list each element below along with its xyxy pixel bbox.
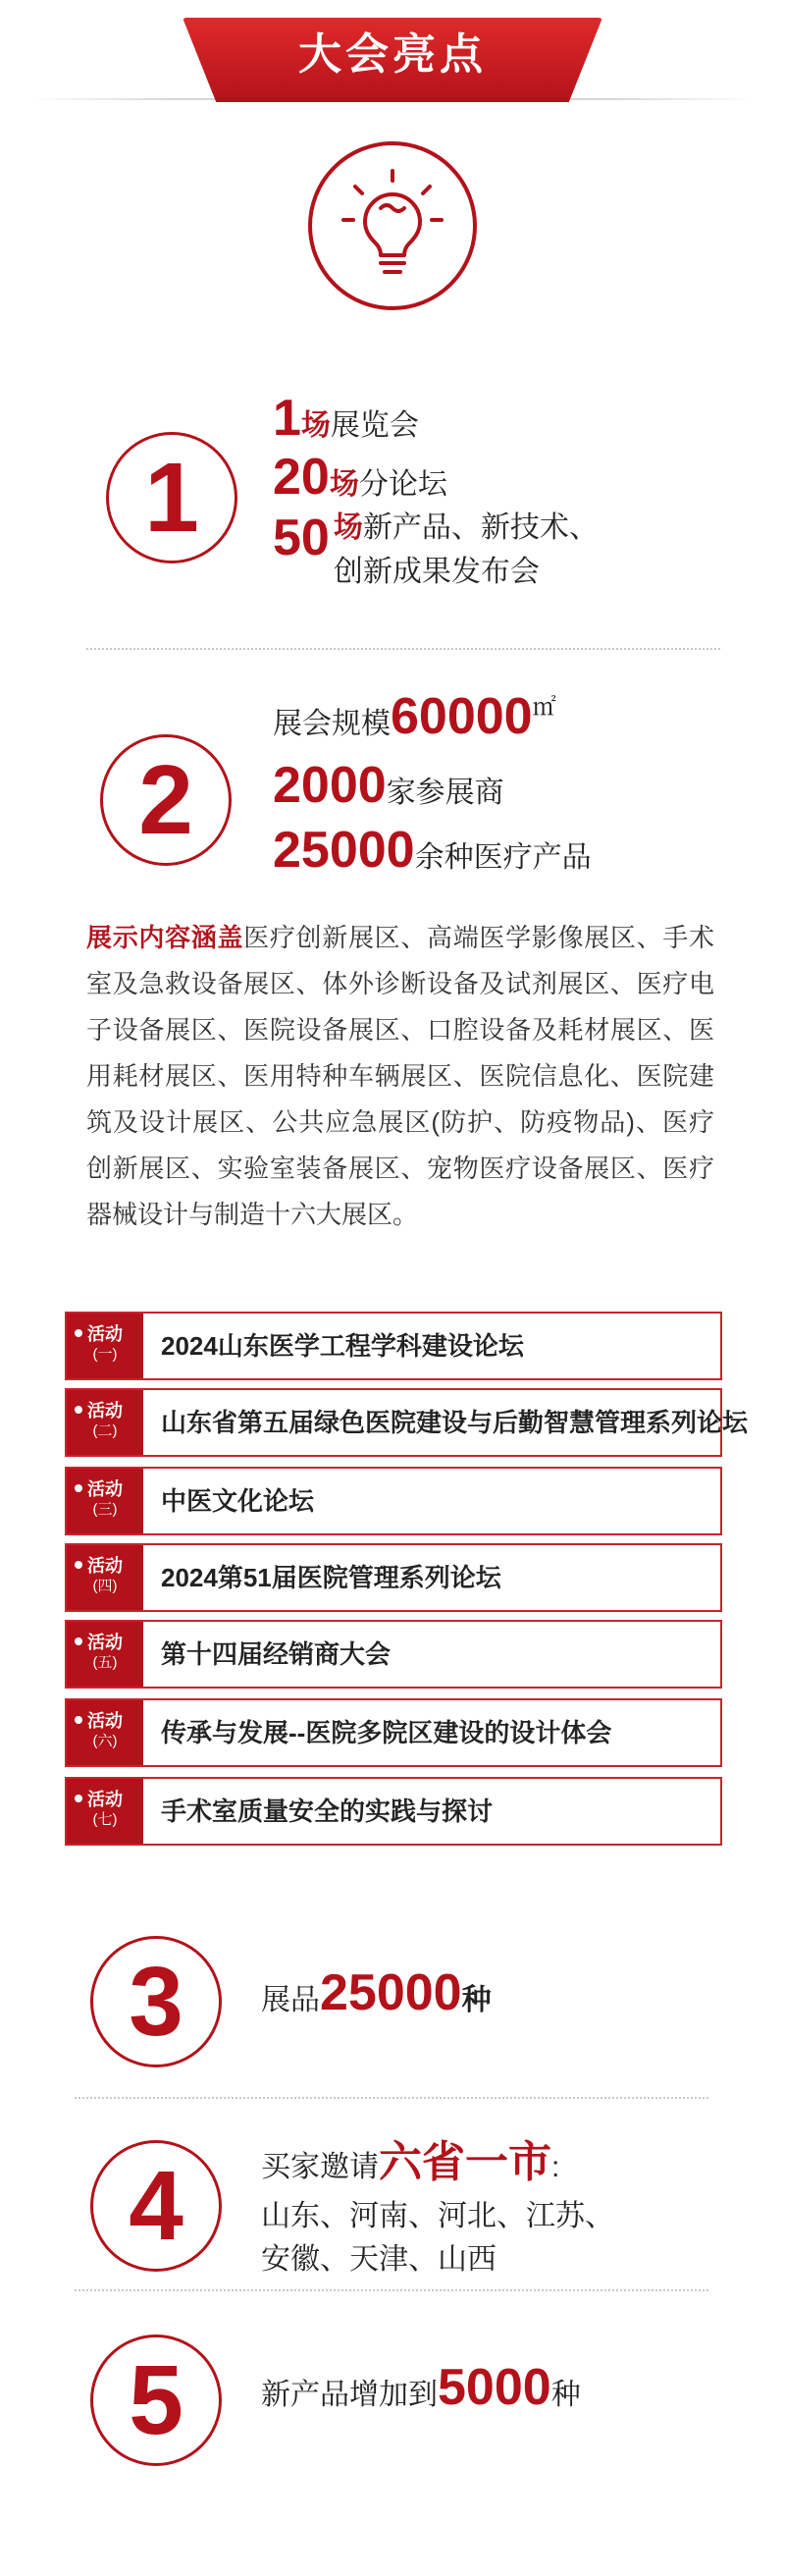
- exhibition-areas-paragraph: [86, 915, 714, 1238]
- section-4-number: 4: [90, 2140, 222, 2272]
- activity-row: [65, 1698, 722, 1767]
- bullet-icon: [75, 1795, 82, 1802]
- activity-index: (六): [92, 1733, 118, 1749]
- scale-label: 展会规模: [273, 708, 391, 740]
- section-1-number: 1: [106, 432, 237, 564]
- section-2-line-3: [273, 821, 592, 880]
- area-unit: ㎡: [532, 694, 556, 721]
- activity-tag: [67, 1390, 143, 1455]
- section-3-line: [261, 1963, 492, 2022]
- exhibition-count: 1: [273, 390, 301, 447]
- lightbulb-icon: [304, 137, 481, 314]
- buyer-label: 买家邀请: [261, 2151, 379, 2183]
- activity-title: 手术室质量安全的实践与探讨: [161, 1797, 494, 1826]
- activity-tag-label: 活动: [87, 1556, 123, 1576]
- activity-tag-label: 活动: [87, 1324, 123, 1344]
- activity-row: [65, 1543, 722, 1612]
- bullet-icon: [75, 1484, 82, 1492]
- colon: :: [551, 2151, 560, 2183]
- launch-label-group: [334, 509, 599, 597]
- activity-tag: [67, 1779, 143, 1844]
- bullet-icon: [75, 1561, 82, 1569]
- exhibits-count: 25000: [320, 1964, 462, 2021]
- activity-tag-label: 活动: [87, 1479, 123, 1499]
- activity-row: [65, 1467, 722, 1535]
- activity-index: (三): [92, 1501, 118, 1518]
- paragraph-lead: 展示内容涵盖: [86, 923, 244, 952]
- activity-title: 山东省第五届绿色医院建设与后勤智慧管理系列论坛: [161, 1408, 749, 1437]
- unit-label: 种: [550, 2379, 581, 2411]
- new-products-count: 5000: [438, 2359, 551, 2416]
- section-4-line-2: 山东、河南、河北、江苏、: [261, 2200, 614, 2232]
- exhibitor-count: 2000: [273, 757, 387, 814]
- bullet-icon: [75, 1406, 82, 1414]
- region-highlight: 六省一市: [379, 2138, 551, 2186]
- section-1-line-2: [273, 448, 447, 507]
- activity-index: (七): [92, 1811, 118, 1828]
- activity-row: [65, 1777, 722, 1846]
- section-4-line-1: [261, 2126, 559, 2189]
- section-4-line-3: 安徽、天津、山西: [261, 2243, 497, 2276]
- activity-title: 2024山东医学工程学科建设论坛: [161, 1331, 524, 1361]
- forum-label: 分论坛: [358, 468, 447, 501]
- section-3-number: 3: [90, 1936, 222, 2067]
- section-1-line-1: [273, 389, 419, 448]
- unit-label: 种: [461, 1984, 492, 2016]
- activity-tag: [67, 1545, 143, 1610]
- section-divider: [86, 648, 720, 650]
- activity-row: [65, 1388, 749, 1457]
- product-label: 余种医疗产品: [414, 841, 592, 874]
- bullet-icon: [75, 1716, 82, 1724]
- bullet-icon: [75, 1637, 82, 1645]
- activity-title: 2024第51届医院管理系列论坛: [161, 1563, 501, 1592]
- product-count: 25000: [273, 822, 415, 879]
- unit-label: 场: [300, 409, 331, 442]
- activity-tag-label: 活动: [87, 1790, 123, 1809]
- section-2-number: 2: [100, 734, 232, 866]
- unit-label: 场: [333, 511, 363, 544]
- section-divider: [75, 2097, 708, 2099]
- activity-title: 中医文化论坛: [161, 1486, 315, 1516]
- page-title: 大会亮点: [298, 30, 487, 79]
- activity-tag-label: 活动: [87, 1711, 123, 1731]
- activity-index: (四): [92, 1578, 118, 1594]
- activity-title: 传承与发展--医院多院区建设的设计体会: [161, 1718, 612, 1747]
- unit-label: 场: [329, 468, 359, 501]
- activity-tag: [67, 1700, 143, 1765]
- scale-value: 60000: [391, 688, 533, 745]
- launch-label-1: 新产品、新技术、: [362, 511, 599, 544]
- exhibition-label: 展览会: [330, 409, 419, 442]
- activity-tag-label: 活动: [87, 1401, 123, 1421]
- section-divider: [75, 2289, 708, 2291]
- bullet-icon: [75, 1329, 82, 1337]
- activity-row: [65, 1620, 722, 1689]
- activity-tag-label: 活动: [87, 1633, 123, 1652]
- section-2-line-2: [273, 756, 504, 815]
- exhibitor-label: 家参展商: [386, 777, 504, 809]
- exhibits-label: 展品: [261, 1984, 320, 2016]
- activity-row: [65, 1312, 722, 1380]
- new-products-label: 新产品增加到: [261, 2379, 438, 2411]
- launch-count: 50: [273, 510, 330, 566]
- paragraph-body: 医疗创新展区、高端医学影像展区、手术室及急救设备展区、体外诊断设备及试剂展区、医疗电子设备展区、医院设备展区、口腔设备及耗材展区、医用耗材展区、医用特种车辆展区、医院信息化、医院建筑及设计展区、公共应急展区(防护、防疫物品)、医疗创新展区、实验室装备展区、宠物医疗设备展区、医疗器械设计与制造十六大展区。: [86, 923, 714, 1229]
- activity-tag: [67, 1314, 143, 1378]
- section-5-number: 5: [90, 2334, 222, 2466]
- activity-tag: [67, 1469, 143, 1533]
- activity-index: (二): [92, 1422, 118, 1439]
- section-5-line: [261, 2358, 581, 2417]
- activity-index: (一): [92, 1346, 118, 1363]
- forum-count: 20: [273, 449, 330, 506]
- activity-tag: [67, 1622, 143, 1687]
- launch-label-2: 创新成果发布会: [333, 556, 540, 588]
- section-2-line-1: [273, 687, 556, 746]
- header-banner: [183, 18, 602, 102]
- activity-title: 第十四届经销商大会: [161, 1639, 392, 1669]
- section-1-line-3: [273, 509, 599, 597]
- activity-index: (五): [92, 1654, 118, 1671]
